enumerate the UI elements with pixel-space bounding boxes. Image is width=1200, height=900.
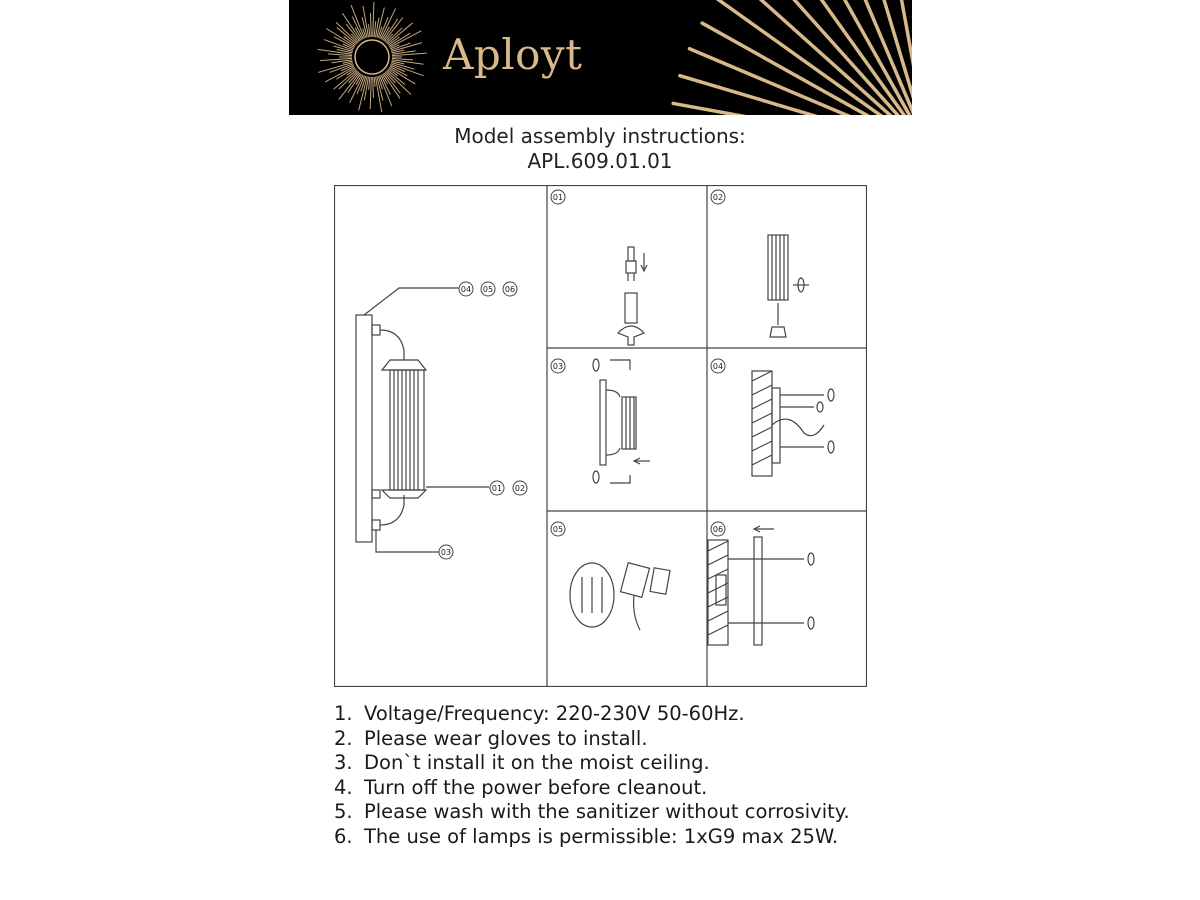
svg-text:01: 01 xyxy=(491,484,503,493)
step-05-drawing xyxy=(570,563,670,630)
callout-02 xyxy=(513,481,527,495)
assembly-diagram xyxy=(334,185,867,687)
brand-banner xyxy=(289,0,912,115)
svg-text:06: 06 xyxy=(712,525,724,534)
svg-text:01: 01 xyxy=(552,193,564,202)
note-item: 4. Turn off the power before cleanout. xyxy=(334,775,708,799)
step-label-06 xyxy=(711,522,725,536)
svg-text:03: 03 xyxy=(552,362,564,371)
step-03-drawing xyxy=(593,359,650,483)
step-01-drawing xyxy=(618,247,647,345)
svg-text:04: 04 xyxy=(712,362,724,371)
step-label-03 xyxy=(551,359,565,373)
svg-text:02: 02 xyxy=(712,193,724,202)
callout-05 xyxy=(481,282,495,296)
note-item: 1. Voltage/Frequency: 220-230V 50-60Hz. xyxy=(334,702,745,725)
note-item: 5. Please wash with the sanitizer without corrosivity. xyxy=(334,800,850,823)
callout-03 xyxy=(439,545,453,559)
sunburst-decoration xyxy=(289,0,912,115)
callout-04 xyxy=(459,282,473,296)
model-number: APL.609.01.01 xyxy=(527,149,673,173)
sun-logo-icon xyxy=(355,40,389,74)
step-label-02 xyxy=(711,190,725,204)
svg-text:05: 05 xyxy=(552,525,564,534)
callout-06 xyxy=(503,282,517,296)
step-02-drawing xyxy=(768,235,809,337)
svg-text:05: 05 xyxy=(482,285,494,294)
step-label-01 xyxy=(551,190,565,204)
brand-logo: Aployt xyxy=(443,30,583,79)
svg-text:02: 02 xyxy=(514,484,526,493)
note-item: 6. The use of lamps is permissible: 1xG9 max 25W. xyxy=(334,824,839,848)
note-item: 2. Please wear gloves to install. xyxy=(334,726,648,750)
instructions-title: Model assembly instructions: xyxy=(454,124,746,148)
step-label-05 xyxy=(551,522,565,536)
step-06-drawing xyxy=(708,526,814,645)
step-label-04 xyxy=(711,359,725,373)
svg-text:03: 03 xyxy=(440,548,452,557)
step-04-drawing xyxy=(752,371,834,476)
lamp-overview-drawing xyxy=(356,288,489,552)
notes-list xyxy=(334,702,850,849)
svg-text:04: 04 xyxy=(460,285,472,294)
note-item: 3. Don`t install it on the moist ceiling. xyxy=(334,751,710,774)
svg-text:06: 06 xyxy=(504,285,516,294)
callout-01 xyxy=(490,481,504,495)
